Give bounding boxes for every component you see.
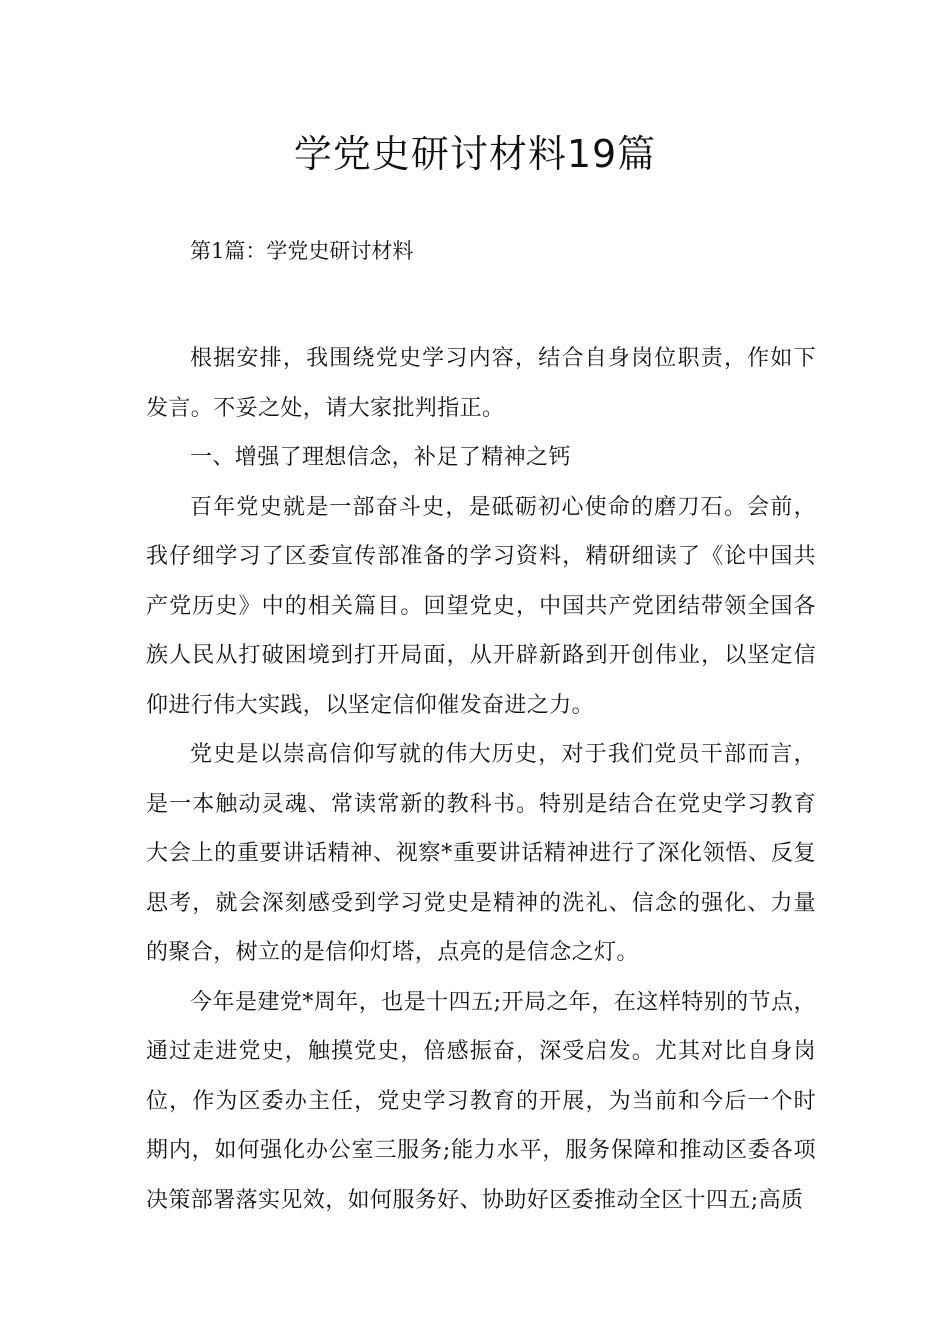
- paragraph: 党史是以崇高信仰写就的伟大历史，对于我们党员干部而言，是一本触动灵魂、常读常新的教科书。特别是结合在党史学习教育大会上的重要讲话精神、视察*重要讲话精神进行了深化领悟、反复思考，就会深刻感受到学习党史是精神的洗礼、信念的强化、力量的聚合，树立的是信仰灯塔，点亮的是信念之灯。: [146, 742, 816, 965]
- paragraph: 根据安排，我围绕党史学习内容，结合自身岗位职责，作如下发言。不妥之处，请大家批判指正。: [146, 346, 816, 421]
- section-heading: 一、增强了理想信念，补足了精神之钙: [190, 445, 571, 470]
- paragraph: 今年是建党*周年，也是十四五;开局之年，在这样特别的节点，通过走进党史，触摸党史，倍感振奋，深受启发。尤其对比自身岗位，作为区委办主任，党史学习教育的开展，为当前和今后一个时期内，如何强化办公室三服务;能力水平，服务保障和推动区委各项决策部署落实见效，如何服务好、协助好区委推动全区十四五;高质: [146, 989, 816, 1213]
- document-subtitle: 第1篇：学党史研讨材料: [190, 239, 414, 263]
- paragraph: 百年党史就是一部奋斗史，是砥砺初心使命的磨刀石。会前，我仔细学习了区委宣传部准备的学习资料，精研细读了《论中国共产党历史》中的相关篇目。回望党史，中国共产党团结带领全国各族人民从打破困境到打开局面，从开辟新路到开创伟业，以坚定信仰进行伟大实践，以坚定信仰催发奋进之力。: [146, 494, 816, 718]
- document-title: 学党史研讨材料19篇: [293, 132, 657, 176]
- document-body: [146, 334, 816, 1225]
